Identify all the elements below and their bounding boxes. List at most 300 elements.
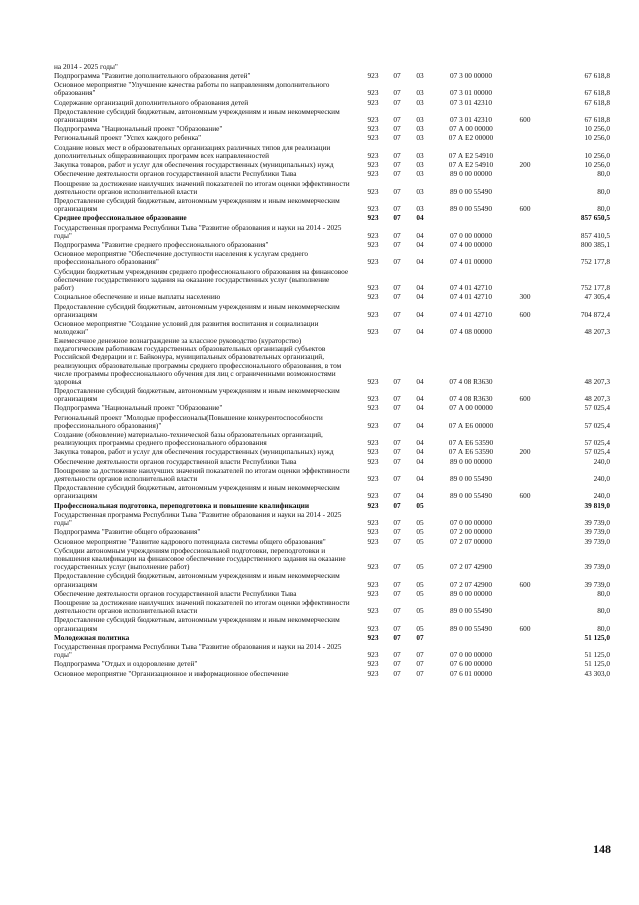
amount: 39 739,0 bbox=[584, 518, 610, 528]
expense-type-code bbox=[510, 633, 540, 642]
table-row bbox=[54, 457, 610, 466]
item-name: Предоставление субсидий бюджетным, автономным учреждениям и иным некоммерческим организациям bbox=[54, 615, 340, 633]
item-name: Обеспечение деятельности органов государственной власти Республики Тыва bbox=[54, 588, 297, 598]
target-article-code: 89 0 00 55490 bbox=[450, 491, 492, 501]
section-code: 07 bbox=[393, 230, 401, 240]
amount: 57 025,4 bbox=[584, 420, 610, 430]
target-article-code: 07 А 00 00000 bbox=[449, 124, 493, 134]
amount: 51 125,0 bbox=[584, 659, 610, 669]
table-row bbox=[54, 143, 610, 160]
subsection-code: 04 bbox=[416, 282, 424, 292]
expense-type-code bbox=[510, 660, 540, 669]
subsection-code: 04 bbox=[416, 376, 424, 386]
amount: 857 650,5 bbox=[580, 213, 610, 223]
item-name: Основное мероприятие "Создание условий для развития воспитания и социализации молодежи" bbox=[54, 318, 319, 336]
section-code: 07 bbox=[393, 500, 401, 510]
ministry-code: 923 bbox=[367, 150, 379, 160]
amount: 67 618,8 bbox=[584, 70, 610, 80]
table-row bbox=[54, 484, 610, 501]
subsection-code: 03 bbox=[416, 160, 424, 170]
section-code: 07 bbox=[393, 659, 401, 669]
section-code: 07 bbox=[393, 518, 401, 528]
expense-type-code bbox=[510, 71, 540, 80]
expense-type-code bbox=[510, 537, 540, 546]
subsection-code: 04 bbox=[416, 403, 424, 413]
amount: 80,0 bbox=[597, 588, 610, 598]
item-name: Государственная программа Республики Тыва "Развитие образования и науки на 2014 - 2025 годы" bbox=[54, 222, 342, 240]
ministry-code: 923 bbox=[367, 309, 379, 319]
target-article-code: 07 4 00 00000 bbox=[450, 240, 492, 250]
expense-type-code bbox=[510, 337, 540, 387]
item-name: Основное мероприятие "Улучшение качества работы по направлениям дополнительного образования" bbox=[54, 80, 330, 98]
target-article-code: 89 0 00 55490 bbox=[450, 606, 492, 616]
table-row bbox=[54, 125, 610, 134]
amount: 57 025,4 bbox=[584, 403, 610, 413]
subsection-code: 03 bbox=[416, 97, 424, 107]
amount: 240,0 bbox=[593, 456, 610, 466]
amount: 857 410,5 bbox=[580, 230, 610, 240]
section-code: 07 bbox=[393, 160, 401, 170]
expense-type-code bbox=[510, 98, 540, 107]
expense-type-code bbox=[510, 669, 540, 678]
subsection-code: 07 bbox=[416, 632, 424, 642]
section-code: 07 bbox=[393, 420, 401, 430]
subsection-code: 04 bbox=[416, 292, 424, 302]
ministry-code: 923 bbox=[367, 160, 379, 170]
section-code: 07 bbox=[393, 536, 401, 546]
table-row bbox=[54, 241, 610, 250]
target-article-code: 07 6 00 00000 bbox=[450, 659, 492, 669]
target-article-code: 89 0 00 55490 bbox=[450, 474, 492, 484]
section-code: 07 bbox=[393, 257, 401, 267]
expense-type-code bbox=[510, 466, 540, 483]
table-row bbox=[54, 179, 610, 196]
ministry-code: 923 bbox=[367, 659, 379, 669]
target-article-code bbox=[432, 633, 510, 642]
amount: 10 256,0 bbox=[584, 133, 610, 143]
expense-type-code bbox=[510, 457, 540, 466]
table-row bbox=[54, 669, 610, 678]
table-row bbox=[54, 81, 610, 98]
section-code: 07 bbox=[393, 376, 401, 386]
subsection-code: 05 bbox=[416, 536, 424, 546]
table-row bbox=[54, 98, 610, 107]
item-name: Подпрограмма "Развитие общего образования" bbox=[54, 527, 201, 537]
item-name: Подпрограмма "Национальный проект "Образование" bbox=[54, 403, 223, 413]
expense-type-code bbox=[510, 170, 540, 179]
amount: 47 305,4 bbox=[584, 292, 610, 302]
item-name: Региональный проект "Успех каждого ребенка" bbox=[54, 133, 202, 143]
page-number: 148 bbox=[593, 842, 611, 856]
expense-type-code: 600 bbox=[519, 579, 531, 589]
subsection-code: 03 bbox=[416, 150, 424, 160]
target-article-code: 07 А Е6 53590 bbox=[448, 447, 494, 457]
item-name: Подпрограмма "Национальный проект "Образование" bbox=[54, 124, 223, 134]
expense-type-code: 600 bbox=[519, 623, 531, 633]
expense-type-code bbox=[510, 319, 540, 336]
ministry-code: 923 bbox=[367, 114, 379, 124]
target-article-code: 89 0 00 00000 bbox=[450, 588, 492, 598]
subsection-code: 04 bbox=[416, 447, 424, 457]
target-article-code bbox=[432, 62, 510, 71]
section-code: 07 bbox=[393, 588, 401, 598]
section-code: 07 bbox=[393, 527, 401, 537]
expense-type-code bbox=[510, 62, 540, 71]
item-name: Поощрение за достижение наилучших значений показателей по итогам оценки эффективности деятельности органов исполнительной власти bbox=[54, 465, 350, 484]
subsection-code: 05 bbox=[416, 623, 424, 633]
target-article-code: 89 0 00 55490 bbox=[450, 186, 492, 196]
subsection-code: 03 bbox=[416, 70, 424, 80]
item-name: Ежемесячное денежное вознаграждение за классное руководство (кураторство) педагогическим работникам государственных образовательных организаций субъектов Российской Федерации и г. Байконура, муниципальных образовательных организаций, реализующих образовательные программы среднего профессионального образования, в том числе программы профессионального обучения для лиц с ограниченными возможностями здоровья bbox=[54, 336, 342, 386]
table-row bbox=[54, 134, 610, 143]
section-code: 07 bbox=[393, 124, 401, 134]
table-row bbox=[54, 501, 610, 510]
section-code: 07 bbox=[393, 326, 401, 336]
subsection-code: 04 bbox=[416, 394, 424, 404]
amount: 752 177,8 bbox=[580, 282, 610, 292]
amount: 80,0 bbox=[597, 606, 610, 616]
target-article-code: 07 А 00 00000 bbox=[449, 403, 493, 413]
ministry-code: 923 bbox=[367, 491, 379, 501]
target-article-code: 89 0 00 00000 bbox=[450, 169, 492, 179]
item-name: Субсидии бюджетным учреждениям среднего профессионального образования на финансовое обеспечение государственного задания на оказание государственных услуг (выполнение работ) bbox=[54, 266, 349, 292]
amount: 57 025,4 bbox=[584, 447, 610, 457]
table-row bbox=[54, 616, 610, 633]
section-code: 07 bbox=[393, 240, 401, 250]
ministry-code: 923 bbox=[367, 650, 379, 660]
item-name: Поощрение за достижение наилучших значений показателей по итогам оценки эффективности деятельности органов исполнительной власти bbox=[54, 598, 350, 616]
section-code: 07 bbox=[393, 186, 401, 196]
amount: 39 819,0 bbox=[584, 500, 610, 510]
expense-type-code bbox=[510, 267, 540, 292]
section-code: 07 bbox=[393, 650, 401, 660]
item-name: Предоставление субсидий бюджетным, автономным учреждениям и иным некоммерческим организациям bbox=[54, 571, 340, 589]
target-article-code: 07 2 07 42900 bbox=[450, 579, 492, 589]
subsection-code: 05 bbox=[416, 562, 424, 572]
item-name: Профессиональная подготовка, переподготовка и повышение квалификации bbox=[54, 500, 310, 510]
subsection-code: 05 bbox=[416, 588, 424, 598]
target-article-code: 07 4 01 42710 bbox=[450, 292, 492, 302]
table-row bbox=[54, 546, 610, 571]
item-name: Создание новых мест в образовательных организациях различных типов для реализации дополнительных общеразвивающих программ всех направленностей bbox=[54, 142, 331, 160]
expense-type-code bbox=[510, 179, 540, 196]
item-name: Предоставление субсидий бюджетным, автономным учреждениям и иным некоммерческим организациям bbox=[54, 106, 340, 124]
item-name: Социальное обеспечение и иные выплаты населению bbox=[54, 292, 221, 302]
section-code: 07 bbox=[393, 668, 401, 678]
target-article-code: 07 6 01 00000 bbox=[450, 668, 492, 678]
section-code: 07 bbox=[393, 632, 401, 642]
ministry-code: 923 bbox=[367, 169, 379, 179]
expense-type-code bbox=[510, 404, 540, 413]
item-name: Содержание организаций дополнительного образования детей bbox=[54, 97, 249, 107]
ministry-code: 923 bbox=[367, 456, 379, 466]
amount: 48 207,3 bbox=[584, 376, 610, 386]
item-name: Закупка товаров, работ и услуг для обеспечения государственных (муниципальных) нужд bbox=[54, 160, 334, 170]
amount: 704 872,4 bbox=[580, 309, 610, 319]
expense-type-code bbox=[510, 125, 540, 134]
section-code: 07 bbox=[393, 133, 401, 143]
table-row bbox=[54, 598, 610, 615]
ministry-code: 923 bbox=[367, 257, 379, 267]
ministry-code: 923 bbox=[367, 403, 379, 413]
item-name: Предоставление субсидий бюджетным, автономным учреждениям и иным некоммерческим организациям bbox=[54, 196, 340, 214]
amount: 240,0 bbox=[593, 474, 610, 484]
item-name: Основное мероприятие "Развитие кадрового потенциала системы общего образования" bbox=[54, 536, 326, 546]
target-article-code: 07 А Е6 53590 bbox=[448, 438, 494, 448]
expense-type-code bbox=[510, 214, 540, 223]
ministry-code: 923 bbox=[367, 474, 379, 484]
section-code: 07 bbox=[393, 282, 401, 292]
amount: 80,0 bbox=[597, 204, 610, 214]
ministry-code: 923 bbox=[367, 282, 379, 292]
expense-type-code: 300 bbox=[519, 292, 531, 302]
ministry-code: 923 bbox=[367, 438, 379, 448]
ministry-code: 923 bbox=[367, 606, 379, 616]
subsection-code: 04 bbox=[416, 213, 424, 223]
section-code: 07 bbox=[393, 562, 401, 572]
ministry-code: 923 bbox=[367, 623, 379, 633]
section-code: 07 bbox=[393, 169, 401, 179]
table-row bbox=[54, 528, 610, 537]
expense-type-code bbox=[510, 81, 540, 98]
section-code: 07 bbox=[393, 97, 401, 107]
expense-type-code bbox=[510, 598, 540, 615]
ministry-code: 923 bbox=[367, 518, 379, 528]
ministry-code: 923 bbox=[367, 376, 379, 386]
expense-type-code: 600 bbox=[519, 114, 531, 124]
ministry-code: 923 bbox=[367, 668, 379, 678]
subsection-code: 04 bbox=[416, 257, 424, 267]
section-code: 07 bbox=[393, 579, 401, 589]
table-row bbox=[54, 170, 610, 179]
amount: 39 739,0 bbox=[584, 527, 610, 537]
ministry-code: 923 bbox=[367, 88, 379, 98]
subsection-code: 03 bbox=[416, 88, 424, 98]
item-name: Предоставление субсидий бюджетным, автономным учреждениям и иным некоммерческим организациям bbox=[54, 483, 340, 501]
target-article-code: 07 0 00 00000 bbox=[450, 518, 492, 528]
target-article-code: 07 2 07 00000 bbox=[450, 536, 492, 546]
subsection-code: 04 bbox=[416, 240, 424, 250]
table-row bbox=[54, 223, 610, 240]
item-name: Создание (обновление) материально-технической базы образовательных организаций, реализующих программы среднего профессионального образования bbox=[54, 430, 323, 448]
amount: 51 125,0 bbox=[584, 632, 610, 642]
target-article-code: 07 А Е2 54910 bbox=[448, 160, 494, 170]
item-name: Государственная программа Республики Тыва "Развитие образования и науки на 2014 - 2025 годы" bbox=[54, 510, 342, 528]
item-name: Обеспечение деятельности органов государственной власти Республики Тыва bbox=[54, 456, 297, 466]
item-name: Подпрограмма "Развитие дополнительного образования детей" bbox=[54, 70, 251, 80]
expense-type-code bbox=[510, 430, 540, 447]
table-row bbox=[54, 537, 610, 546]
section-code: 07 bbox=[393, 606, 401, 616]
section-code: 07 bbox=[393, 491, 401, 501]
item-name: Обеспечение деятельности органов государственной власти Республики Тыва bbox=[54, 169, 297, 179]
item-name: Основное мероприятие "Обеспечение доступности населения к услугам среднего профессионального образования" bbox=[54, 249, 309, 267]
amount: 240,0 bbox=[593, 491, 610, 501]
table-row bbox=[54, 319, 610, 336]
subsection-code: 03 bbox=[416, 169, 424, 179]
expense-type-code: 200 bbox=[519, 447, 531, 457]
subsection-code bbox=[408, 62, 432, 71]
amount: 43 303,0 bbox=[584, 668, 610, 678]
expense-type-code: 600 bbox=[519, 204, 531, 214]
table-row bbox=[54, 62, 610, 71]
target-article-code: 07 4 01 42710 bbox=[450, 282, 492, 292]
subsection-code: 04 bbox=[416, 309, 424, 319]
target-article-code: 07 4 08 R3630 bbox=[449, 394, 493, 404]
section-code: 07 bbox=[393, 114, 401, 124]
ministry-code: 923 bbox=[367, 562, 379, 572]
section-code: 07 bbox=[393, 150, 401, 160]
ministry-code: 923 bbox=[367, 447, 379, 457]
subsection-code: 04 bbox=[416, 438, 424, 448]
table-row bbox=[54, 510, 610, 527]
amount: 39 739,0 bbox=[584, 562, 610, 572]
item-name: на 2014 - 2025 годы" bbox=[54, 61, 118, 71]
ministry-code: 923 bbox=[367, 394, 379, 404]
item-name: Подпрограмма "Отдых и оздоровление детей" bbox=[54, 659, 198, 669]
table-row bbox=[54, 413, 610, 430]
section-code: 07 bbox=[393, 309, 401, 319]
table-row bbox=[54, 302, 610, 319]
expense-type-code bbox=[510, 546, 540, 571]
amount: 800 385,1 bbox=[580, 240, 610, 250]
target-article-code: 07 3 00 00000 bbox=[450, 70, 492, 80]
subsection-code: 04 bbox=[416, 420, 424, 430]
subsection-code: 04 bbox=[416, 230, 424, 240]
item-name: Предоставление субсидий бюджетным, автономным учреждениям и иным некоммерческим организациям bbox=[54, 386, 340, 404]
ministry-code: 923 bbox=[367, 97, 379, 107]
subsection-code: 07 bbox=[416, 659, 424, 669]
table-row bbox=[54, 214, 610, 223]
section-code: 07 bbox=[393, 213, 401, 223]
subsection-code: 04 bbox=[416, 326, 424, 336]
amount: 80,0 bbox=[597, 186, 610, 196]
section-code: 07 bbox=[393, 447, 401, 457]
subsection-code: 07 bbox=[416, 650, 424, 660]
table-row bbox=[54, 448, 610, 457]
subsection-code: 03 bbox=[416, 186, 424, 196]
expense-type-code: 200 bbox=[519, 160, 531, 170]
ministry-code: 923 bbox=[367, 240, 379, 250]
section-code: 07 bbox=[393, 456, 401, 466]
expense-type-code bbox=[510, 413, 540, 430]
table-row bbox=[54, 633, 610, 642]
expense-type-code bbox=[510, 241, 540, 250]
amount: 39 739,0 bbox=[584, 536, 610, 546]
table-row bbox=[54, 71, 610, 80]
target-article-code: 89 0 00 55490 bbox=[450, 623, 492, 633]
ministry-code: 923 bbox=[367, 420, 379, 430]
subsection-code: 05 bbox=[416, 500, 424, 510]
target-article-code: 07 0 00 00000 bbox=[450, 650, 492, 660]
subsection-code: 04 bbox=[416, 474, 424, 484]
table-row bbox=[54, 589, 610, 598]
ministry-code: 923 bbox=[367, 124, 379, 134]
target-article-code: 07 А Е6 00000 bbox=[448, 420, 494, 430]
ministry-code: 923 bbox=[367, 326, 379, 336]
budget-table bbox=[54, 62, 610, 678]
amount: 752 177,8 bbox=[580, 257, 610, 267]
item-name: Закупка товаров, работ и услуг для обеспечения государственных (муниципальных) нужд bbox=[54, 447, 334, 457]
expense-type-code: 600 bbox=[519, 309, 531, 319]
subsection-code: 05 bbox=[416, 527, 424, 537]
subsection-code: 05 bbox=[416, 579, 424, 589]
target-article-code: 07 3 01 00000 bbox=[450, 88, 492, 98]
amount: 67 618,8 bbox=[584, 88, 610, 98]
ministry-code: 923 bbox=[367, 527, 379, 537]
ministry-code: 923 bbox=[367, 588, 379, 598]
target-article-code: 07 4 01 42710 bbox=[450, 309, 492, 319]
item-name: Среднее профессиональное образование bbox=[54, 213, 187, 223]
amount: 80,0 bbox=[597, 169, 610, 179]
target-article-code: 07 3 01 42310 bbox=[450, 114, 492, 124]
section-code: 07 bbox=[393, 70, 401, 80]
section-code: 07 bbox=[393, 394, 401, 404]
table-row bbox=[54, 250, 610, 267]
ministry-code: 923 bbox=[367, 230, 379, 240]
target-article-code: 07 2 07 42900 bbox=[450, 562, 492, 572]
target-article-code: 89 0 00 00000 bbox=[450, 456, 492, 466]
item-name: Молодежная политика bbox=[54, 632, 130, 642]
table-row bbox=[54, 572, 610, 589]
table-row bbox=[54, 430, 610, 447]
subsection-code: 07 bbox=[416, 668, 424, 678]
target-article-code bbox=[432, 501, 510, 510]
ministry-code: 923 bbox=[367, 292, 379, 302]
table-row bbox=[54, 107, 610, 124]
item-name: Поощрение за достижение наилучших значений показателей по итогам оценки эффективности деятельности органов исполнительной власти bbox=[54, 178, 350, 196]
section-code bbox=[386, 62, 408, 71]
section-code: 07 bbox=[393, 474, 401, 484]
amount: 10 256,0 bbox=[584, 150, 610, 160]
expense-type-code bbox=[510, 134, 540, 143]
section-code: 07 bbox=[393, 292, 401, 302]
subsection-code: 03 bbox=[416, 114, 424, 124]
subsection-code: 05 bbox=[416, 606, 424, 616]
section-code: 07 bbox=[393, 204, 401, 214]
table-row bbox=[54, 196, 610, 213]
expense-type-code bbox=[510, 528, 540, 537]
section-code: 07 bbox=[393, 88, 401, 98]
amount: 10 256,0 bbox=[584, 124, 610, 134]
ministry-code: 923 bbox=[367, 204, 379, 214]
ministry-code: 923 bbox=[367, 579, 379, 589]
target-article-code: 07 3 01 42310 bbox=[450, 97, 492, 107]
table-row bbox=[54, 293, 610, 302]
amount: 48 207,3 bbox=[584, 326, 610, 336]
expense-type-code bbox=[510, 510, 540, 527]
amount: 57 025,4 bbox=[584, 438, 610, 448]
amount: 10 256,0 bbox=[584, 160, 610, 170]
subsection-code: 03 bbox=[416, 204, 424, 214]
item-name: Предоставление субсидий бюджетным, автономным учреждениям и иным некоммерческим организациям bbox=[54, 301, 340, 319]
target-article-code: 89 0 00 55490 bbox=[450, 204, 492, 214]
target-article-code: 07 А Е2 00000 bbox=[448, 133, 494, 143]
ministry-code: 923 bbox=[367, 500, 379, 510]
target-article-code: 07 2 00 00000 bbox=[450, 527, 492, 537]
amount: 80,0 bbox=[597, 623, 610, 633]
ministry-code: 923 bbox=[367, 70, 379, 80]
ministry-code: 923 bbox=[367, 186, 379, 196]
expense-type-code bbox=[510, 223, 540, 240]
target-article-code: 07 4 08 R3630 bbox=[449, 376, 493, 386]
expense-type-code: 600 bbox=[519, 394, 531, 404]
target-article-code: 07 4 01 00000 bbox=[450, 257, 492, 267]
expense-type-code bbox=[510, 501, 540, 510]
subsection-code: 05 bbox=[416, 518, 424, 528]
item-name: Государственная программа Республики Тыва "Развитие образования и науки на 2014 - 2025 годы" bbox=[54, 642, 342, 660]
subsection-code: 04 bbox=[416, 491, 424, 501]
